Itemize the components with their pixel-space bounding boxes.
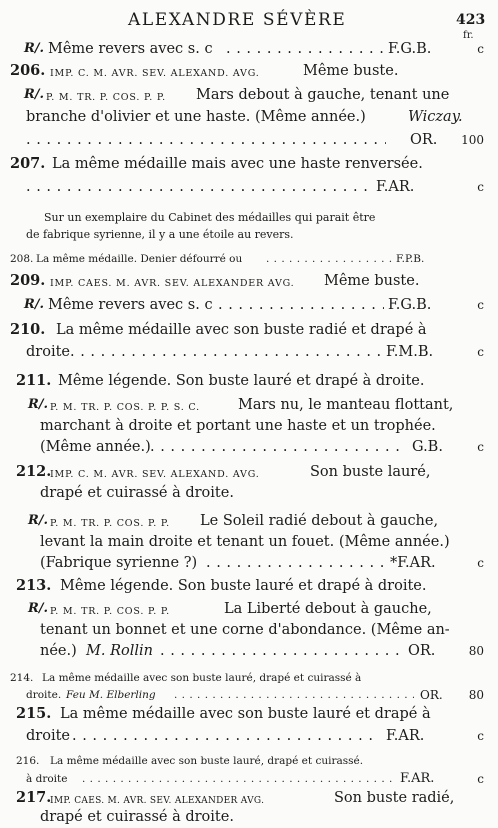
line-text: de fabrique syrienne, il y a une étoile au revers.: [26, 228, 294, 241]
legend: IMP. CAES. M. AVR. SEV. ALEXANDER AVG.: [50, 796, 265, 806]
line-text: tenant un bonnet et une corne d'abondance. (Même an-: [40, 622, 450, 638]
grade: OR.: [408, 643, 436, 659]
dot-leader: [226, 40, 386, 58]
reverse-mark: R/.: [28, 397, 49, 412]
dot-leader: [160, 642, 402, 660]
entry-number: 217.: [16, 789, 52, 806]
line-text: Même buste.: [303, 63, 399, 79]
grade: OR.: [410, 132, 438, 148]
rarity: 100: [461, 133, 484, 147]
line-text: Mars nu, le manteau flottant,: [238, 397, 454, 413]
rarity: c: [477, 345, 484, 359]
legend: IMP. CAES. M. AVR. SEV. ALEXANDER AVG.: [50, 278, 295, 289]
line-text: drapé et cuirassé à droite.: [40, 485, 234, 501]
rarity: c: [477, 42, 484, 56]
rarity: c: [477, 556, 484, 570]
line-text: à droite: [26, 773, 68, 785]
entry-number: 211.: [16, 372, 52, 389]
line-text: drapé et cuirassé à droite.: [40, 809, 234, 825]
legend: P. M. TR. P. COS. P. P.: [50, 518, 170, 529]
reverse-mark: R/.: [24, 87, 45, 102]
dot-leader: [70, 343, 384, 361]
entry-number: 208.: [10, 253, 34, 265]
rarity: c: [477, 298, 484, 312]
column-unit-label: fr.: [463, 30, 474, 41]
grade: OR.: [420, 688, 443, 702]
entry-number: 206.: [10, 62, 46, 79]
reverse-mark: R/.: [28, 601, 49, 616]
rarity: c: [477, 180, 484, 194]
entry-number: 209.: [10, 272, 46, 289]
page-title: ALEXANDRE SÉVÈRE: [128, 10, 347, 30]
page-number: 423: [456, 12, 486, 28]
rarity: c: [477, 772, 484, 786]
legend: IMP. C. M. AVR. SEV. ALEXAND. AVG.: [50, 469, 260, 480]
line-text: (Même année.): [40, 439, 151, 455]
entry-number: 207.: [10, 155, 46, 172]
line-text: levant la main droite et tenant un fouet. (Même année.): [40, 534, 450, 550]
line-text: Même buste.: [324, 273, 420, 289]
grade: F.G.B.: [388, 41, 432, 57]
grade: G.B.: [412, 439, 443, 455]
entry-number: 212.: [16, 463, 52, 480]
line-text: Même revers avec s. c: [48, 41, 213, 57]
line-text: droite.: [26, 689, 62, 701]
line-text: La Liberté debout à gauche,: [224, 601, 432, 617]
legend: P. M. TR. P. COS. P. P.: [46, 92, 166, 103]
line-text: La même médaille avec son buste radié et drapé à: [56, 322, 427, 338]
entry-number: 214.: [10, 672, 34, 684]
dot-leader: [174, 686, 414, 704]
line-text: Son buste lauré,: [310, 464, 431, 480]
line-text: née.): [40, 643, 77, 659]
line-text: La même médaille mais avec une haste renversée.: [52, 156, 423, 172]
reverse-mark: R/.: [28, 513, 49, 528]
dot-leader: [72, 727, 378, 745]
dot-leader: [26, 131, 386, 149]
grade: *F.AR.: [390, 555, 436, 571]
dot-leader: [218, 296, 384, 314]
entry-number: 210.: [10, 321, 46, 338]
line-text: droite: [26, 344, 70, 360]
grade: F.AR.: [386, 728, 425, 744]
rarity: c: [477, 440, 484, 454]
line-text: marchant à droite et portant une haste et un trophée.: [40, 418, 436, 434]
legend: P. M. TR. P. COS. P. P. S. C.: [50, 402, 200, 413]
line-text: Même légende. Son buste lauré et drapé à droite.: [60, 578, 427, 594]
entry-number: 216.: [16, 755, 40, 767]
line-text: branche d'olivier et une haste. (Même année.): [26, 109, 366, 125]
rarity: 80: [468, 688, 484, 702]
line-text: (Fabrique syrienne ?): [40, 555, 198, 571]
reverse-mark: R/.: [24, 297, 45, 312]
rarity: 80: [468, 644, 484, 658]
line-text: Même revers avec s. c: [48, 297, 213, 313]
dot-leader: [26, 178, 372, 196]
line-text: Sur un exemplaire du Cabinet des médailles qui parait être: [44, 211, 376, 224]
dot-leader: [266, 250, 394, 268]
provenance: Feu M. Elberling: [66, 689, 156, 701]
entry-number: 213.: [16, 577, 52, 594]
line-text: La même médaille. Denier défourré ou: [36, 253, 243, 265]
line-text: La même médaille avec son buste lauré, drapé et cuirassé à: [42, 672, 362, 684]
rarity: c: [477, 729, 484, 743]
provenance: Wiczay.: [408, 109, 463, 125]
line-text: droite: [26, 728, 70, 744]
line-text: Son buste radié,: [334, 790, 455, 806]
dot-leader: [206, 554, 386, 572]
legend: P. M. TR. P. COS. P. P.: [50, 606, 170, 617]
line-text: Le Soleil radié debout à gauche,: [200, 513, 439, 529]
entry-number: 215.: [16, 705, 52, 722]
dot-leader: [82, 770, 396, 788]
reverse-mark: R/.: [24, 41, 45, 56]
line-text: Même légende. Son buste lauré et drapé à droite.: [58, 373, 425, 389]
grade: F.AR.: [400, 771, 435, 786]
line-text: La même médaille avec son buste lauré et drapé à: [60, 706, 431, 722]
line-text: Mars debout à gauche, tenant une: [196, 87, 450, 103]
dot-leader: [150, 438, 406, 456]
grade: F.G.B.: [388, 297, 432, 313]
legend: IMP. C. M. AVR. SEV. ALEXAND. AVG.: [50, 68, 260, 79]
line-text: La même médaille avec son buste lauré, drapé et cuirassé.: [50, 755, 364, 767]
provenance: M. Rollin: [86, 643, 153, 659]
grade: F.P.B.: [396, 253, 425, 265]
grade: F.AR.: [376, 179, 415, 195]
running-header: [0, 8, 498, 41]
grade: F.M.B.: [386, 344, 434, 360]
